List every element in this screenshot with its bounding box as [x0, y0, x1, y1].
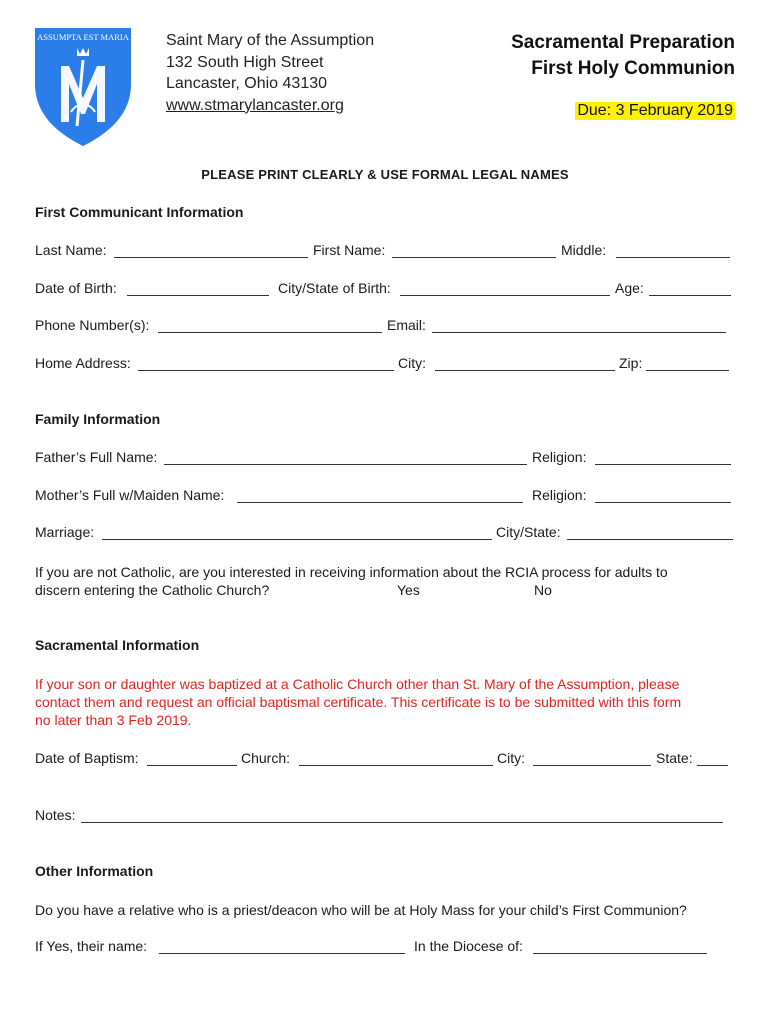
logo-motto-text: ASSUMPTA EST MARIA: [37, 32, 129, 42]
city-state-zip: Lancaster, Ohio 43130: [166, 75, 328, 92]
dob-label: Date of Birth:: [35, 280, 117, 296]
baptism-date-field[interactable]: [147, 765, 237, 766]
mother-religion-field[interactable]: [595, 502, 731, 503]
parish-name: Saint Mary of the Assumption: [166, 32, 375, 49]
diocese-label: In the Diocese of:: [414, 938, 523, 954]
form-title-line2: First Holy Communion: [531, 58, 735, 79]
print-clearly-notice: PLEASE PRINT CLEARLY & USE FORMAL LEGAL NAMES: [201, 167, 569, 182]
father-religion-label: Religion:: [532, 449, 587, 465]
baptism-note-line1: If your son or daughter was baptized at a Catholic Church other than St. Mary of the Assumption, please: [35, 676, 680, 692]
baptism-state-field[interactable]: [697, 765, 728, 766]
rcia-question-line2: discern entering the Catholic Church?: [35, 582, 270, 598]
last-name-label: Last Name:: [35, 242, 107, 258]
city-label: City:: [398, 355, 426, 371]
middle-name-label: Middle:: [561, 242, 607, 258]
address-row: [35, 355, 735, 373]
baptism-note-line3: no later than 3 Feb 2019.: [35, 712, 192, 728]
notes-row: [35, 807, 735, 825]
email-label: Email:: [387, 317, 426, 333]
form-title: [511, 30, 735, 82]
other-heading: Other Information: [35, 863, 154, 879]
birth-place-field[interactable]: [400, 295, 610, 296]
baptism-church-field[interactable]: [299, 765, 493, 766]
email-field[interactable]: [432, 332, 726, 333]
rcia-no-option[interactable]: No: [534, 582, 552, 598]
marriage-city-state-label: City/State:: [496, 524, 561, 540]
rcia-yes-option[interactable]: Yes: [397, 582, 420, 598]
phone-field[interactable]: [158, 332, 382, 333]
home-address-field[interactable]: [138, 370, 394, 371]
first-name-field[interactable]: [392, 257, 556, 258]
relative-priest-question: Do you have a relative who is a priest/deacon who will be at Holy Mass for your child’s First Communion?: [35, 902, 687, 918]
baptism-city-field[interactable]: [533, 765, 651, 766]
mother-religion-label: Religion:: [532, 487, 587, 503]
baptism-row: [35, 750, 735, 768]
age-field[interactable]: [649, 295, 731, 296]
website-link[interactable]: www.stmarylancaster.org: [166, 96, 344, 114]
family-heading: Family Information: [35, 411, 161, 427]
baptism-church-label: Church:: [241, 750, 291, 766]
first-name-label: First Name:: [313, 242, 386, 258]
father-name-field[interactable]: [164, 464, 527, 465]
marriage-field[interactable]: [102, 539, 492, 540]
relative-row: [35, 938, 735, 956]
street-address: 132 South High Street: [166, 53, 324, 71]
mother-row: [35, 487, 735, 505]
last-name-field[interactable]: [114, 257, 308, 258]
birth-row: [35, 280, 735, 298]
mother-name-label: Mother’s Full w/Maiden Name:: [35, 487, 225, 503]
communicant-heading: First Communicant Information: [35, 204, 244, 220]
rcia-question: [35, 563, 740, 599]
diocese-field[interactable]: [533, 953, 707, 954]
father-religion-field[interactable]: [595, 464, 731, 465]
zip-label: Zip:: [619, 355, 643, 371]
rcia-answer-row: [35, 581, 740, 599]
notes-field[interactable]: [81, 822, 723, 823]
baptism-certificate-note: [35, 675, 740, 729]
phone-label: Phone Number(s):: [35, 317, 150, 333]
marriage-city-state-field[interactable]: [567, 539, 733, 540]
parish-address: [166, 30, 374, 116]
name-row: [35, 242, 735, 260]
home-address-label: Home Address:: [35, 355, 131, 371]
notes-label: Notes:: [35, 807, 76, 823]
middle-name-field[interactable]: [616, 257, 730, 258]
relative-name-label: If Yes, their name:: [35, 938, 148, 954]
marriage-label: Marriage:: [35, 524, 95, 540]
baptism-city-label: City:: [497, 750, 525, 766]
father-row: [35, 449, 735, 467]
baptism-note-line2: contact them and request an official baptismal certificate. This certificate is to be submitted with this form: [35, 694, 682, 710]
relative-name-field[interactable]: [159, 953, 405, 954]
zip-field[interactable]: [646, 370, 729, 371]
parish-shield-logo: [33, 26, 133, 148]
sacramental-heading: Sacramental Information: [35, 637, 200, 653]
form-title-line1: Sacramental Preparation: [511, 32, 735, 53]
dob-field[interactable]: [127, 295, 269, 296]
marriage-row: [35, 524, 735, 542]
baptism-state-label: State:: [656, 750, 693, 766]
baptism-date-label: Date of Baptism:: [35, 750, 139, 766]
age-label: Age:: [615, 280, 644, 296]
rcia-question-line1: If you are not Catholic, are you interested in receiving information about the RCIA process for adults to: [35, 564, 668, 580]
birth-place-label: City/State of Birth:: [278, 280, 391, 296]
contact-row: [35, 317, 735, 335]
city-field[interactable]: [435, 370, 615, 371]
due-date: Due: 3 February 2019: [577, 102, 733, 119]
father-name-label: Father’s Full Name:: [35, 449, 158, 465]
mother-name-field[interactable]: [237, 502, 523, 503]
